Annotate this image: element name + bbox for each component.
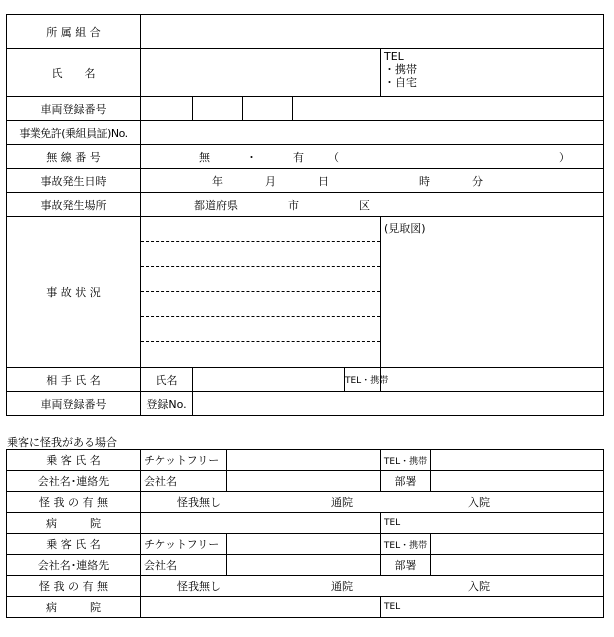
inpatient-option[interactable]: 入院 [468, 580, 490, 593]
radio-separator: ・ [246, 150, 257, 164]
situation-lines [141, 217, 380, 367]
situation-field[interactable] [141, 217, 381, 368]
injury-field[interactable] [141, 576, 604, 597]
passenger-company-row [7, 471, 604, 492]
opp-reg-no-label: 登録No. [141, 392, 193, 416]
inpatient-option[interactable]: 入院 [468, 496, 490, 509]
opponent-label: 相 手 氏 名 [7, 368, 141, 392]
opp-vehicle-label: 車両登録番号 [7, 392, 141, 416]
place-ward: 区 [359, 198, 370, 212]
sketch-label: (見取図) [384, 222, 426, 235]
radio-none[interactable]: 無 [199, 150, 210, 164]
passenger-name-row [7, 534, 604, 555]
dotted-line [141, 266, 380, 267]
injury-row [7, 492, 604, 513]
hospital-row [7, 597, 604, 618]
hospital-field[interactable] [141, 597, 381, 618]
tel-field[interactable] [381, 49, 604, 97]
company-name-label: 会社名 [141, 555, 227, 576]
union-label: 所 属 組 合 [7, 15, 141, 49]
passenger-name-label: 乗 客 氏 名 [7, 450, 141, 471]
tel-label: TEL [384, 50, 404, 63]
company-name-field[interactable] [227, 471, 381, 492]
dotted-line [141, 241, 380, 242]
date-day: 日 [318, 174, 329, 188]
hospital-tel-label: TEL [384, 602, 401, 612]
radio-close-paren: ） [559, 150, 570, 164]
hospital-label: 病 院 [7, 513, 141, 534]
date-year: 年 [212, 174, 223, 188]
license-label: 事業免許(乗組員証)No. [7, 121, 141, 145]
department-label: 部署 [381, 555, 431, 576]
union-field[interactable] [141, 15, 604, 49]
injury-label: 怪 我 の 有 無 [7, 576, 141, 597]
passenger-company-row [7, 555, 604, 576]
date-minute: 分 [472, 174, 483, 188]
no-injury-option[interactable]: 怪我無し [177, 496, 221, 509]
home-label: ・自宅 [384, 76, 417, 89]
passenger-name-field[interactable] [227, 450, 381, 471]
passenger-name-field[interactable] [227, 534, 381, 555]
sketch-field[interactable] [381, 217, 604, 368]
vehicle-no-label: 車両登録番号 [7, 97, 141, 121]
date-hour: 時 [419, 174, 430, 188]
date-month: 月 [265, 174, 276, 188]
no-injury-option[interactable]: 怪我無し [177, 580, 221, 593]
hospital-row [7, 513, 604, 534]
hospital-label: 病 院 [7, 597, 141, 618]
opponent-tel-label: TEL・携帯 [345, 368, 381, 392]
name-label: 氏 名 [7, 49, 141, 97]
license-field[interactable] [141, 121, 604, 145]
opponent-name-field[interactable] [193, 368, 345, 392]
hospital-tel-label: TEL [384, 518, 401, 528]
place-city: 市 [288, 198, 299, 212]
vehicle-no-part-4[interactable] [293, 97, 604, 121]
outpatient-option[interactable]: 通院 [331, 496, 353, 509]
place-label: 事故発生場所 [7, 193, 141, 217]
injury-label: 怪 我 の 有 無 [7, 492, 141, 513]
injury-field[interactable] [141, 492, 604, 513]
passenger-tel-field[interactable] [431, 534, 604, 555]
vehicle-no-part-2[interactable] [193, 97, 243, 121]
passenger-tel-label: TEL・携帯 [381, 450, 431, 471]
hospital-field[interactable] [141, 513, 381, 534]
situation-label: 事 故 状 況 [7, 217, 141, 368]
opponent-tel-field[interactable] [381, 368, 604, 392]
company-name-label: 会社名 [141, 471, 227, 492]
vehicle-no-part-3[interactable] [243, 97, 293, 121]
accident-report-table [6, 14, 604, 416]
opponent-name-label: 氏名 [141, 368, 193, 392]
department-field[interactable] [431, 471, 604, 492]
passenger-tel-field[interactable] [431, 450, 604, 471]
passenger-table [6, 449, 604, 618]
company-contact-label: 会社名･連絡先 [7, 555, 141, 576]
mobile-label: ・携帯 [384, 63, 417, 76]
passenger-caption: 乗客に怪我がある場合 [7, 436, 117, 449]
radio-label: 無 線 番 号 [7, 145, 141, 169]
date-field[interactable] [141, 169, 604, 193]
ticket-label: チケットフリー [141, 450, 227, 471]
opp-reg-no-field[interactable] [193, 392, 604, 416]
dotted-line [141, 341, 380, 342]
company-contact-label: 会社名･連絡先 [7, 471, 141, 492]
department-label: 部署 [381, 471, 431, 492]
passenger-tel-label: TEL・携帯 [381, 534, 431, 555]
radio-yes[interactable]: 有 [293, 150, 304, 164]
vehicle-no-part-1[interactable] [141, 97, 193, 121]
date-label: 事故発生日時 [7, 169, 141, 193]
hospital-tel-field[interactable] [381, 597, 604, 618]
department-field[interactable] [431, 555, 604, 576]
radio-field[interactable] [141, 145, 604, 169]
radio-open-paren: （ [328, 150, 339, 164]
ticket-label: チケットフリー [141, 534, 227, 555]
hospital-tel-field[interactable] [381, 513, 604, 534]
place-prefecture: 都道府県 [194, 198, 238, 212]
injury-row [7, 576, 604, 597]
company-name-field[interactable] [227, 555, 381, 576]
outpatient-option[interactable]: 通院 [331, 580, 353, 593]
passenger-name-row [7, 450, 604, 471]
place-field[interactable] [141, 193, 604, 217]
name-field[interactable] [141, 49, 381, 97]
passenger-name-label: 乗 客 氏 名 [7, 534, 141, 555]
dotted-line [141, 316, 380, 317]
dotted-line [141, 291, 380, 292]
